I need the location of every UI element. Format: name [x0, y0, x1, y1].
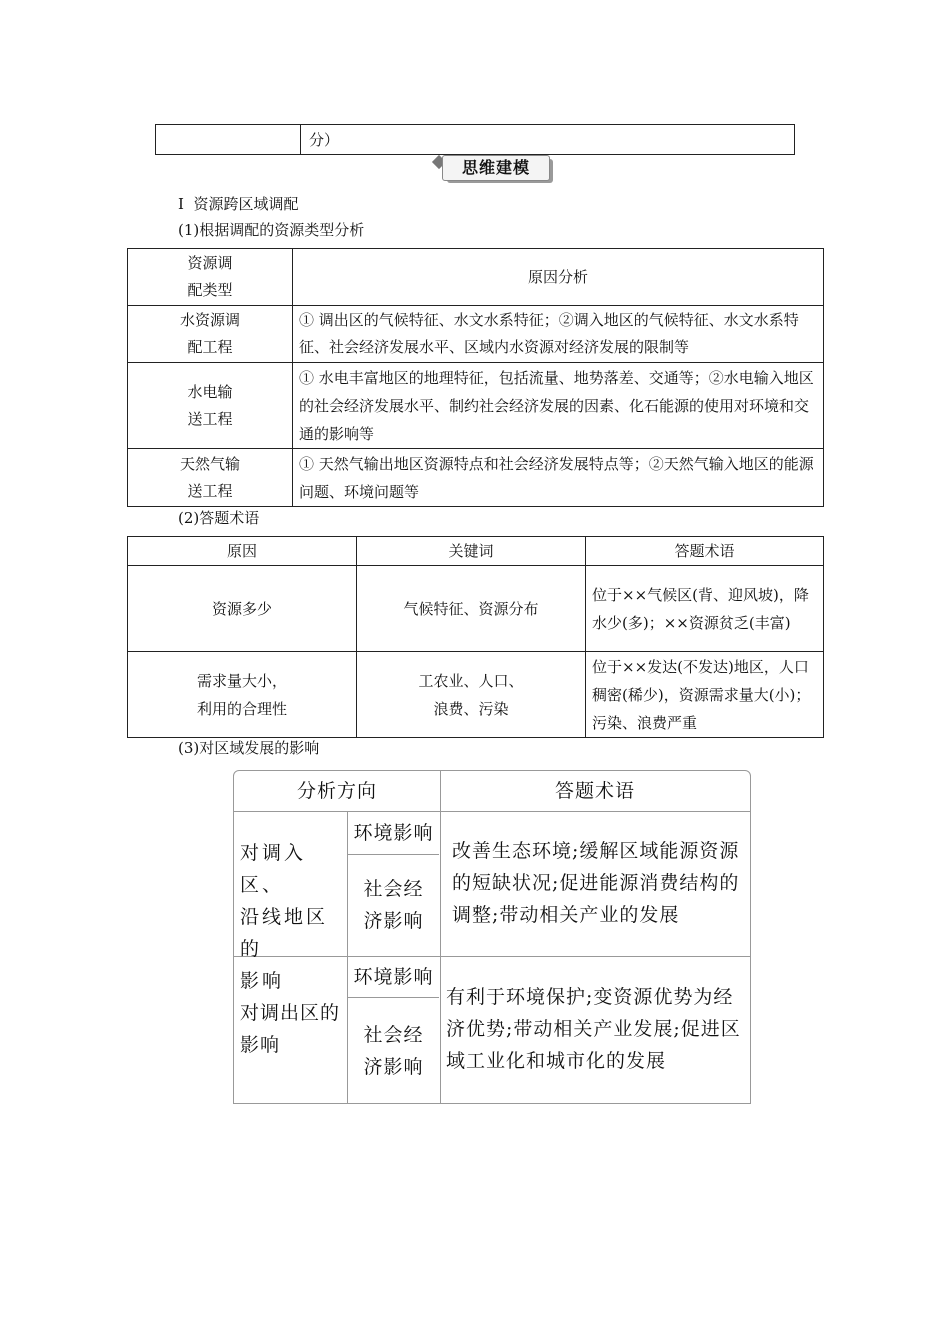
- table2-row2-terms: 位于××发达(不发达)地区，人口稠密(稀少)，资源需求量大(小)；污染、浪费严重: [586, 652, 824, 738]
- subheading-1: (1)根据调配的资源类型分析: [178, 221, 365, 239]
- table2-header-terms: 答题术语: [586, 537, 824, 566]
- table3-group1-env: 环境影响: [353, 822, 434, 844]
- table2-row1-keywords: 气候特征、资源分布: [357, 566, 586, 652]
- table1-row1-type: 水资源调 配工程: [128, 306, 293, 363]
- section-heading: Ⅰ 资源跨区域调配: [178, 195, 299, 213]
- top-table-left-cell: [156, 125, 301, 155]
- table1-row2-reason: ① 水电丰富地区的地理特征，包括流量、地势落差、交通等；②水电输入地区的社会经济发展水平、制约社会经济发展的因素、化石能源的使用对环境和交通的影响等: [293, 363, 824, 449]
- table-resource-types: [127, 248, 824, 507]
- table1-row3-type: 天然气输 送工程: [128, 449, 293, 507]
- table2-row1-cause: 资源多少: [128, 566, 357, 652]
- table3-group2-soc: 社会经 济影响: [363, 1024, 424, 1078]
- top-table: [155, 124, 795, 155]
- table1-row3-reason: ① 天然气输出地区资源特点和社会经济发展特点等；②天然气输入地区的能源问题、环境问题等: [293, 449, 824, 507]
- subheading-3: (3)对区域发展的影响: [178, 739, 320, 757]
- table1-row1-reason: ① 调出区的气候特征、水文水系特征；②调入地区的气候特征、水文水系特征、社会经济发展水平、区域内水资源对经济发展的限制等: [293, 306, 824, 363]
- table2-header-keywords: 关键词: [357, 537, 586, 566]
- table3-group2-env: 环境影响: [353, 966, 434, 988]
- table3-group1-soc: 社会经 济影响: [363, 878, 424, 932]
- table3-group1-terms: 改善生态环境;缓解区域能源资源的短缺状况;促进能源消费结构的调整;带动相关产业的发展: [452, 840, 740, 926]
- banner-title: 思维建模: [442, 155, 550, 181]
- table-regional-impact: [233, 770, 751, 1104]
- table2-row2-keywords: 工农业、人口、 浪费、污染: [357, 652, 586, 738]
- section-banner: [442, 155, 554, 183]
- table3-group1-area: 对调入区、 沿线地区的 影响: [240, 842, 329, 992]
- subheading-2: (2)答题术语: [178, 509, 260, 527]
- table2-row2-cause: 需求量大小， 利用的合理性: [128, 652, 357, 738]
- table3-group2-terms: 有利于环境保护;变资源优势为经济优势;带动相关产业发展;促进区域工业化和城市化的发展: [446, 986, 741, 1072]
- table3-header-direction: 分析方向: [296, 780, 377, 802]
- table1-header-type: 资源调 配类型: [128, 249, 293, 306]
- table2-row1-terms: 位于××气候区(背、迎风坡)，降水少(多)；××资源贫乏(丰富): [586, 566, 824, 652]
- table2-header-cause: 原因: [128, 537, 357, 566]
- table3-group2-area: 对调出区的 影响: [240, 1002, 341, 1056]
- table3-header-terms: 答题术语: [554, 780, 635, 802]
- table-answer-terms: [127, 536, 824, 738]
- top-table-right-cell: 分）: [301, 125, 795, 155]
- table1-row2-type: 水电输 送工程: [128, 363, 293, 449]
- table1-header-reason: 原因分析: [293, 249, 824, 306]
